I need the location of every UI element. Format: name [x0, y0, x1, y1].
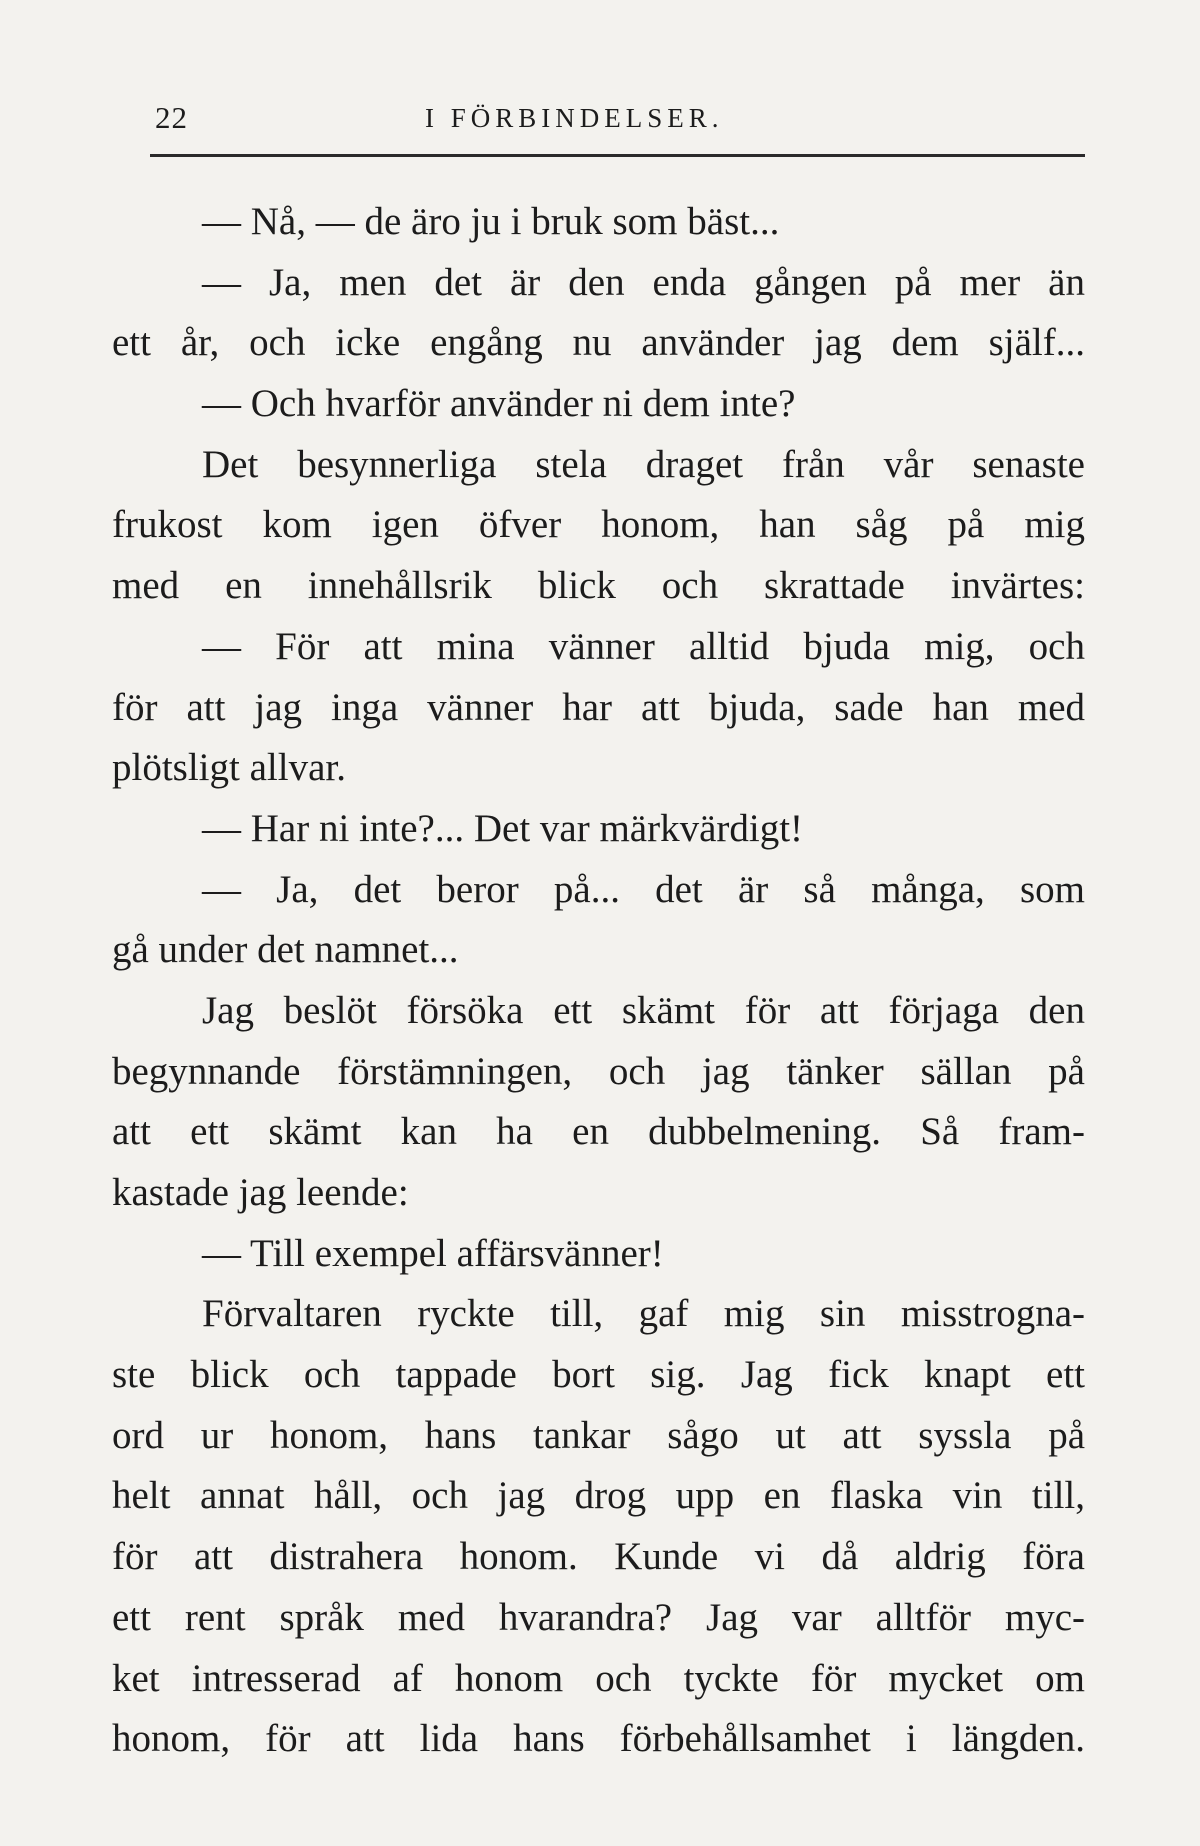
- text-line: att ett skämt kan ha en dubbelmening. Så fram-: [112, 1110, 1085, 1154]
- text-line: för att distrahera honom. Kunde vi då aldrig föra: [112, 1535, 1085, 1579]
- text-line: gå under det namnet...: [112, 928, 459, 972]
- text-line: kastade jag leende:: [112, 1171, 409, 1214]
- header-rule: [150, 154, 1085, 157]
- text-line: Förvaltaren ryckte till, gaf mig sin misstrogna-: [202, 1292, 1085, 1336]
- text-line: för att jag inga vänner har att bjuda, sade han med: [112, 685, 1085, 729]
- text-line: ste blick och tappade bort sig. Jag fick knapt ett: [112, 1353, 1085, 1397]
- text-line: — För att mina vänner alltid bjuda mig, och: [202, 624, 1085, 668]
- text-line: ket intresserad af honom och tyckte för mycket om: [112, 1656, 1085, 1700]
- text-line: — Har ni inte?... Det var märkvärdigt!: [202, 806, 804, 850]
- text-line: — Ja, men det är den enda gången på mer än: [202, 260, 1085, 304]
- text-line: ord ur honom, hans tankar sågo ut att syssla på: [112, 1413, 1085, 1457]
- body-text: [112, 192, 1085, 1770]
- text-line: — Till exempel affärsvänner!: [202, 1231, 664, 1275]
- text-line: helt annat håll, och jag drog upp en flaska vin till,: [112, 1474, 1085, 1518]
- text-line: ett rent språk med hvarandra? Jag var alltför myc-: [112, 1595, 1085, 1639]
- text-line: plötsligt allvar.: [112, 746, 346, 790]
- running-title: I FÖRBINDELSER.: [425, 103, 724, 133]
- text-line: — Nå, — de äro ju i bruk som bäst...: [202, 200, 780, 243]
- text-line: ett år, och icke engång nu använder jag dem själf...: [112, 321, 1085, 365]
- text-line: — Och hvarför använder ni dem inte?: [202, 382, 796, 426]
- text-line: honom, för att lida hans förbehållsamhet i längden.: [112, 1717, 1085, 1761]
- text-line: Det besynnerliga stela draget från vår senaste: [202, 442, 1085, 486]
- text-line: begynnande förstämningen, och jag tänker sällan på: [112, 1049, 1085, 1093]
- page-header: [155, 100, 1085, 150]
- text-line: frukost kom igen öfver honom, han såg på mig: [112, 503, 1085, 547]
- text-line: med en innehållsrik blick och skrattade invärtes:: [112, 564, 1085, 608]
- text-line: Jag beslöt försöka ett skämt för att förjaga den: [202, 988, 1085, 1032]
- text-line: — Ja, det beror på... det är så många, som: [202, 867, 1085, 911]
- page-number: 22: [155, 100, 188, 135]
